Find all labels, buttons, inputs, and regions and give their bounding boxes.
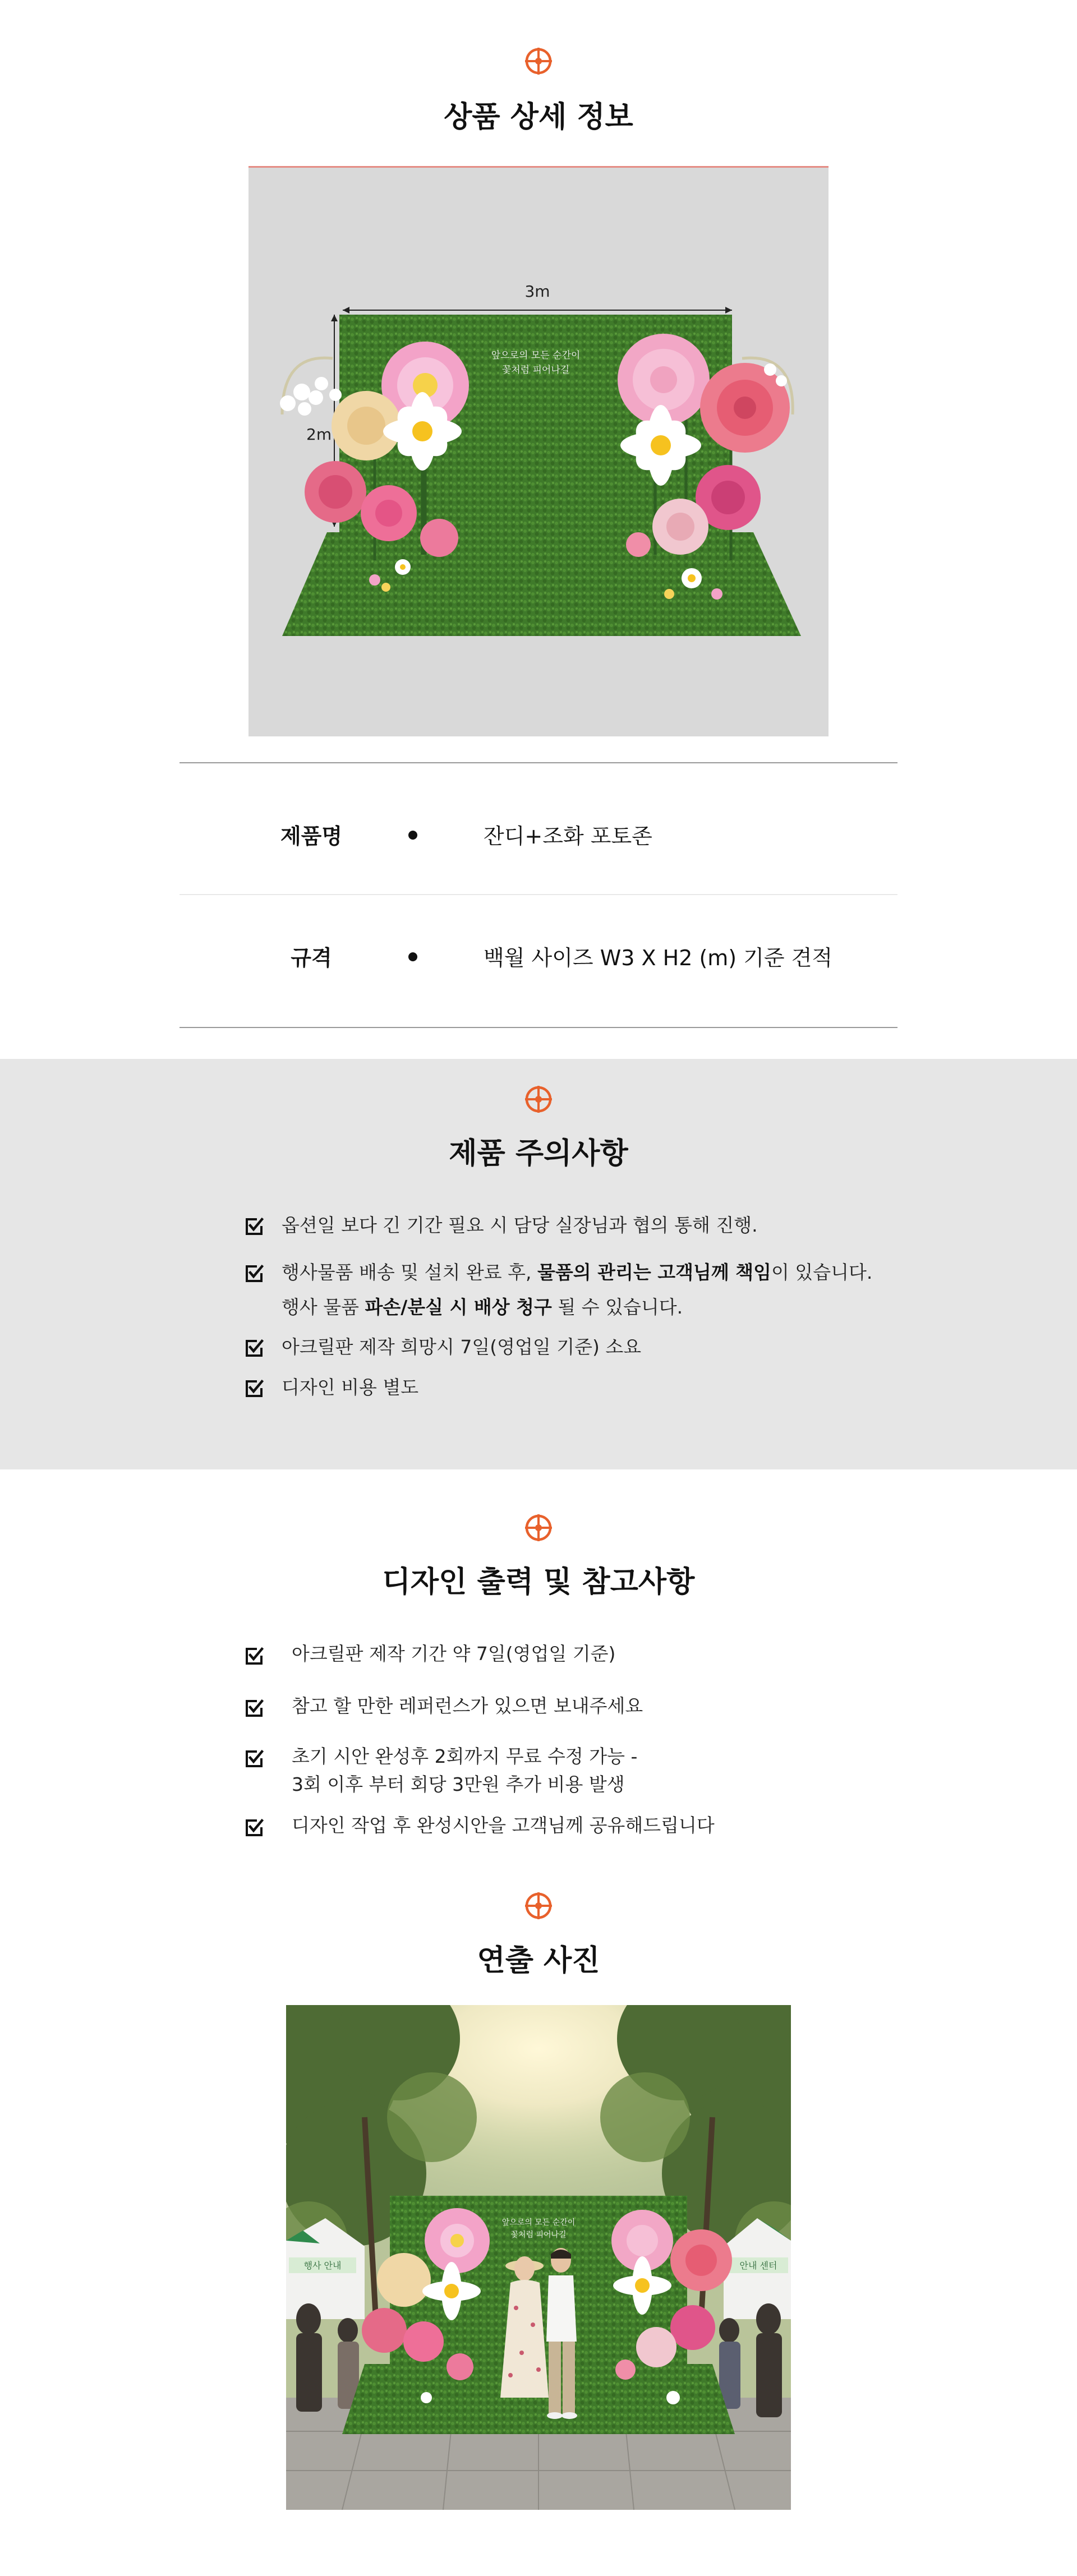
sign-text-2: 꽃처럼 피어나길 [510,2231,567,2239]
checkbox-checked-icon [245,1217,264,1236]
spec-row-divider [180,894,898,895]
caution-item-4: 디자인 비용 별도 [282,1376,419,1398]
event-photo-illustration [286,2005,791,2510]
spec-top-divider [180,762,898,763]
product-image [248,166,829,736]
design-title: 디자인 출력 및 참고사항 [382,1565,695,1599]
product-info-title: 상품 상세 정보 [444,100,633,134]
spec-value-name: 잔디+조화 포토존 [484,824,652,849]
target-icon [523,1890,554,1921]
spec-bottom-divider [180,1027,898,1028]
checkbox-checked-icon [245,1699,264,1718]
design-item-3-cont: 3회 이후 부터 회당 3만원 추가 비용 발생 [292,1773,625,1795]
height-label: 2m [306,425,332,444]
checkbox-checked-icon [245,1818,264,1837]
target-icon [523,1084,554,1115]
caution-item-2-cont: 행사 물품 파손/분실 시 배상 청구 될 수 있습니다. [282,1296,683,1318]
width-label: 3m [524,282,550,301]
booth-sign-right: 안내 센터 [739,2260,777,2271]
checkbox-checked-icon [245,1264,264,1283]
target-icon [523,45,554,77]
cautions-section [0,1059,1077,1469]
bullet-dot [408,952,417,961]
booth-sign-left: 행사 안내 [303,2260,342,2271]
caution-item-1: 옵션일 보다 긴 기간 필요 시 담당 실장님과 협의 통해 진행. [282,1214,758,1236]
sign-text-1: 앞으로의 모든 순간이 [501,2218,576,2227]
checkbox-checked-icon [245,1647,264,1666]
checkbox-checked-icon [245,1339,264,1358]
design-item-3: 초기 시안 완성후 2회까지 무료 수정 가능 - [292,1745,638,1767]
sign-text-2: 꽃처럼 피어나길 [501,365,570,376]
cautions-title: 제품 주의사항 [449,1137,628,1171]
design-item-2: 참고 할 만한 레퍼런스가 있으면 보내주세요 [292,1695,643,1717]
spec-label-size: 규격 [291,946,332,970]
spec-label-name: 제품명 [280,824,343,849]
sign-text-1: 앞으로의 모든 순간이 [491,350,581,361]
caution-item-2: 행사물품 배송 및 설치 완료 후, 물품의 관리는 고객님께 책임이 있습니다. [282,1261,873,1283]
photo-zone-illustration [248,168,829,736]
product-info-section [0,0,1077,1059]
checkbox-checked-icon [245,1749,264,1768]
bullet-dot [408,831,417,840]
spec-value-size: 백월 사이즈 W3 X H2 (m) 기준 견적 [484,946,833,970]
checkbox-checked-icon [245,1379,264,1398]
photos-title: 연출 사진 [477,1944,600,1978]
design-item-4: 디자인 작업 후 완성시안을 고객님께 공유해드립니다 [292,1814,715,1836]
caution-item-3: 아크릴판 제작 희망시 7일(영업일 기준) 소요 [282,1336,642,1358]
event-photo [286,2005,791,2510]
design-item-1: 아크릴판 제작 기간 약 7일(영업일 기준) [292,1643,616,1665]
target-icon [523,1512,554,1543]
